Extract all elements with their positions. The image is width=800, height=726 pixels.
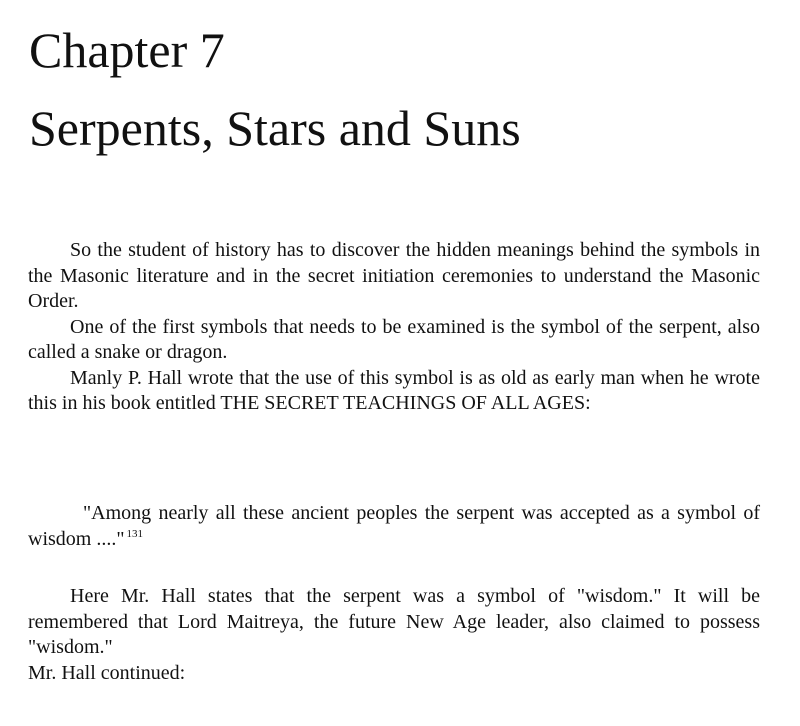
quote-text: "Among nearly all these ancient peoples the serpent was accepted as a symbol of wisdom ...." bbox=[28, 502, 760, 550]
paragraph-student-of-history: So the student of history has to discover the hidden meanings behind the symbols in the Masonic literature and in the secret initiation ceremonies to understand the Masonic Order. bbox=[28, 239, 760, 312]
body-text bbox=[28, 238, 760, 417]
paragraph-hall-states: Here Mr. Hall states that the serpent was a symbol of "wisdom." It will be remembered that Lord Maitreya, the future New Age leader, also claimed to possess "wisdom." bbox=[28, 585, 760, 658]
block-quote bbox=[28, 501, 760, 552]
quote-paragraph bbox=[28, 501, 760, 552]
body-text-continued bbox=[28, 584, 760, 686]
paragraph-serpent-symbol: One of the first symbols that needs to be examined is the symbol of the serpent, also called a snake or dragon. bbox=[28, 315, 760, 363]
footnote-reference: 131 bbox=[126, 527, 144, 540]
chapter-title: Serpents, Stars and Suns bbox=[29, 100, 521, 156]
paragraph-manly-hall: Manly P. Hall wrote that the use of this symbol is as old as early man when he wrote this in his book entitled THE SECRET TEACHINGS OF ALL AGES: bbox=[28, 366, 760, 414]
chapter-number: Chapter 7 bbox=[29, 22, 225, 78]
paragraph-hall-continued: Mr. Hall continued: bbox=[28, 661, 186, 684]
